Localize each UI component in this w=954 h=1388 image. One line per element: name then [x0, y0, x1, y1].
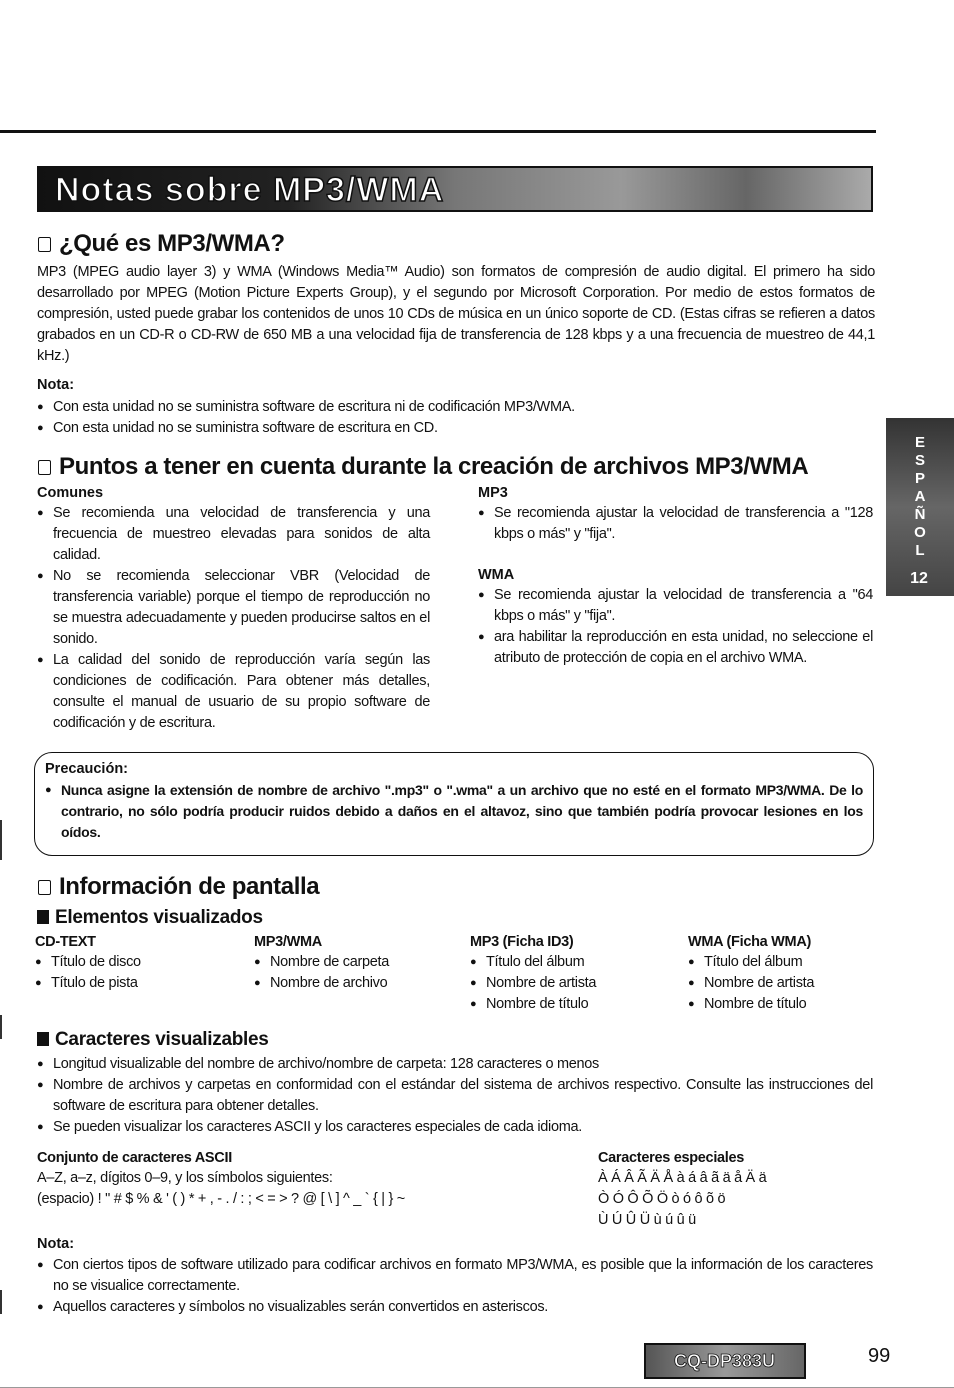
mp3-label: MP3: [478, 485, 508, 501]
special-chars-line: Ò Ó Ô Õ Ö ò ó ô õ ö: [598, 1191, 726, 1207]
intro-paragraph: MP3 (MPEG audio layer 3) y WMA (Windows Media™ Audio) son formatos de compresión de audio digital. El primero ha sido desarrollado por MPEG (Motion Picture Experts Group), y el segundo por Microsoft Corporation. Por medio de estos formatos de compresión, usted puede grabar los contenidos de unos 10 CDs de música en un único soporte de CD. (Estas cifras se refieren a datos grabados en un CD-R o CD-RW de 650 MB a una velocidad fija de transferencia de 128 kbps y a una frecuencia de muestreo de 44,1 kHz.): [37, 264, 875, 364]
list-item: ● ara habilitar la reproducción en esta unidad, no seleccione el atributo de protección de copia en el archivo WMA.: [478, 627, 873, 669]
list-item: ● No se recomienda seleccionar VBR (Velocidad de transferencia variable) porque el tiempo de reproducción no se muestra adecuadamente y pueden producirse saltos en el sonido.: [37, 566, 430, 650]
list-item: ● Con esta unidad no se suministra software de escritura en CD.: [37, 418, 875, 439]
common-points-column: [37, 483, 430, 734]
ascii-charset-block: [37, 1148, 557, 1210]
list-item: ● Se recomienda ajustar la velocidad de transferencia a "128 kbps o más" y "fija".: [478, 503, 873, 545]
note-label: Nota:: [37, 1236, 75, 1252]
margin-line: [0, 1290, 2, 1314]
display-column-id3: [470, 932, 670, 1015]
heading-display-info: Información de pantalla: [38, 873, 319, 901]
heading-creation-points: Puntos a tener en cuenta durante la creación de archivos MP3/WMA: [38, 453, 808, 481]
checkbox-square-icon: [38, 880, 51, 895]
list-item: ● Nombre de artista: [688, 973, 888, 994]
subheading-displayed-items: Elementos visualizados: [37, 906, 263, 930]
note-list: [37, 1255, 873, 1318]
caution-label: Precaución:: [45, 761, 128, 777]
special-chars-line: À Á Â Ã Ä Å à á â ã ä å Ä ä: [598, 1170, 767, 1186]
list-item: ● Nombre de artista: [470, 973, 670, 994]
note-label: Nota:: [37, 377, 75, 393]
list-item: ● Con esta unidad no se suministra software de escritura ni de codificación MP3/WMA.: [37, 397, 875, 418]
model-badge: [644, 1343, 806, 1379]
list-item: ● La calidad del sonido de reproducción varía según las condiciones de codificación. Para obtener más detalles, consulte el manual de usuario de su propio software de codificación y de escritura.: [37, 650, 430, 734]
special-chars-line: Ù Ú Û Ü ù ú û ü: [598, 1212, 696, 1228]
section-banner: [37, 166, 873, 212]
side-tab-letter: S: [914, 452, 925, 469]
list-item: ● Con ciertos tipos de software utilizado para codificar archivos en formato MP3/WMA, es posible que la información de los caracteres no se visualice correctamente.: [37, 1255, 873, 1297]
list-item: ● Título de pista: [35, 973, 235, 994]
list-item: ● Nombre de archivos y carpetas en conformidad con el estándar del sistema de archivos respectivo. Consulte las instrucciones del software de escritura para obtener detalles.: [37, 1075, 873, 1117]
list-item: ● Título de disco: [35, 952, 235, 973]
ascii-symbols: (espacio) ! " # $ % & ' ( ) * + , - . / : ; < = > ? @ [ \ ] ^ _ ` { | } ~: [37, 1191, 405, 1207]
display-column-wma-tag: [688, 932, 888, 1015]
list-item: ● Aquellos caracteres y símbolos no visualizables serán convertidos en asteriscos.: [37, 1297, 873, 1318]
caution-box: [34, 752, 874, 856]
list-item: ● Título del álbum: [688, 952, 888, 973]
side-tab-letter: Ñ: [914, 506, 926, 523]
ascii-line: A–Z, a–z, dígitos 0–9, y los símbolos siguientes:: [37, 1170, 333, 1186]
column-label: MP3/WMA: [254, 934, 322, 950]
ascii-label: Conjunto de caracteres ASCII: [37, 1150, 232, 1166]
note-list: [37, 397, 875, 439]
side-tab-number: 12: [910, 570, 928, 587]
banner-title: Notas sobre MP3/WMA: [55, 171, 445, 209]
filled-square-icon: [37, 1032, 49, 1046]
display-column-cdtext: [35, 932, 235, 994]
side-tab-letter: P: [914, 470, 925, 487]
list-item: ● Nombre de título: [470, 994, 670, 1015]
character-rules-list: [37, 1054, 873, 1138]
checkbox-square-icon: [38, 460, 51, 475]
list-item: ● Nombre de carpeta: [254, 952, 454, 973]
list-item: ● Longitud visualizable del nombre de archivo/nombre de carpeta: 128 caracteres o menos: [37, 1054, 873, 1075]
page-number: 99: [868, 1345, 891, 1367]
list-item: ● Se recomienda ajustar la velocidad de transferencia a "64 kbps o más" y "fija".: [478, 585, 873, 627]
heading-what-is-mp3-wma: ¿Qué es MP3/WMA?: [38, 230, 285, 258]
special-chars-block: [598, 1148, 858, 1231]
margin-line: [0, 1015, 2, 1039]
side-tab-letter: O: [914, 524, 926, 541]
comunes-label: Comunes: [37, 485, 104, 501]
subheading-displayable-chars: Caracteres visualizables: [37, 1028, 269, 1052]
column-label: WMA (Ficha WMA): [688, 934, 812, 950]
column-label: CD-TEXT: [35, 934, 96, 950]
format-points-column: [478, 483, 873, 669]
side-tab-letter: E: [914, 434, 925, 451]
list-item: ● Se recomienda una velocidad de transferencia y una frecuencia de muestreo elevadas para sonidos de alta calidad.: [37, 503, 430, 566]
list-item: ● Nombre de título: [688, 994, 888, 1015]
display-column-mp3wma: [254, 932, 454, 994]
language-side-tab: [886, 418, 954, 596]
caution-text: ● Nunca asigne la extensión de nombre de archivo ".mp3" o ".wma" a un archivo que no esté en el formato MP3/WMA. De lo contrario, no sólo podría producir ruidos debido a daños en el altavoz, sino que también podría provocar lesiones en los oídos.: [45, 780, 863, 843]
model-name: CQ-DP383U: [674, 1351, 776, 1371]
filled-square-icon: [37, 910, 49, 924]
side-tab-letter: L: [915, 542, 925, 559]
list-item: ● Título del álbum: [470, 952, 670, 973]
checkbox-square-icon: [38, 237, 51, 252]
side-tab-letter: A: [914, 488, 926, 505]
margin-line: [0, 820, 2, 860]
list-item: ● Nombre de archivo: [254, 973, 454, 994]
top-rule: [0, 130, 876, 133]
list-item: ● Se pueden visualizar los caracteres ASCII y los caracteres especiales de cada idioma.: [37, 1117, 873, 1138]
special-label: Caracteres especiales: [598, 1150, 745, 1166]
wma-label: WMA: [478, 567, 515, 583]
column-label: MP3 (Ficha ID3): [470, 934, 574, 950]
